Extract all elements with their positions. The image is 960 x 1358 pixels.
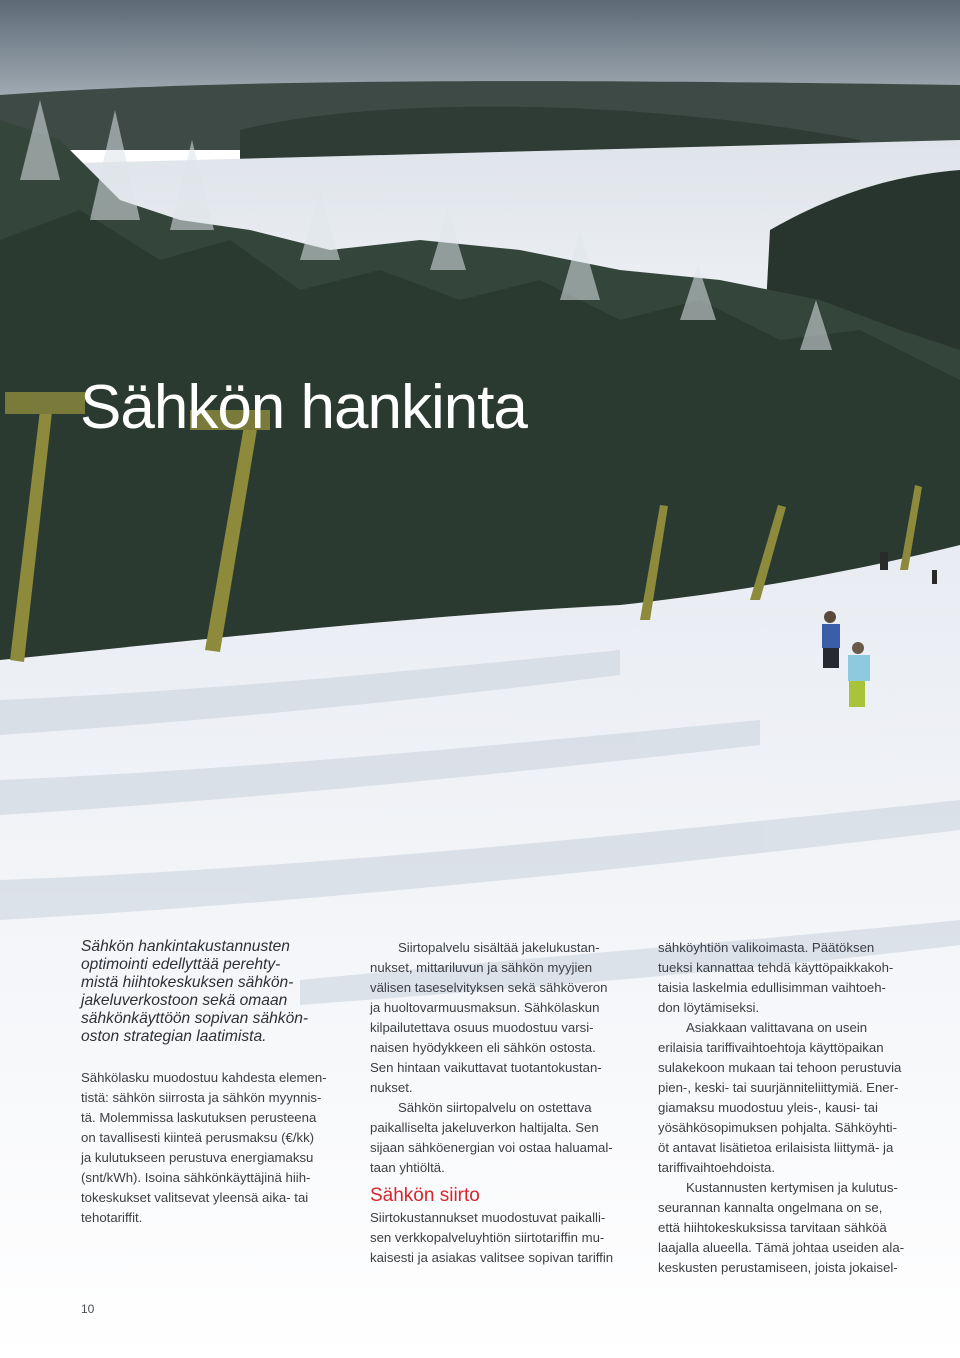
body-paragraph: sähköyhtiön valikoimasta. Päätöksen tueksi kannattaa tehdä käyttöpaikkakoh- taisia laskelmia edullisimman vaihtoeh- don löytämiseksi. [658,940,894,1015]
lead-paragraph: Sähkön hankintakustannusten optimointi edellyttää perehty- mistä hiihtokeskuksen sähkön- jakeluverkostoon sekä omaan sähkönkäyttöön sopivan sähkön- oston strategian laatimista. [81,938,309,1045]
body-paragraph: Sähkölasku muodostuu kahdesta elemen- tistä: sähkön siirrosta ja sähkön myynnis- tä. Molemmissa laskutuksen perusteena on tavallisesti kiinteä perusmaksu (€/kk) ja kulutukseen perustuva energiamaksu (snt/kWh). Isoina sähkönkäyttäjinä hiih- tokeskukset valitsevat yleensä aika- tai tehotariffit. [81,1070,327,1225]
body-paragraph: Sähkön siirtopalvelu on ostettava paikalliselta jakeluverkon haltijalta. Sen sijaan sähköenergian voi ostaa haluamal- taan yhtiöltä. [370,1100,613,1175]
page-title: Sähkön hankinta [80,373,527,442]
body-paragraph: Asiakkaan valittavana on usein erilaisia tariffivaihtoehtoja käyttöpaikan sulakekoon mukaan tai tehoon perustuvia pien-, keski- tai suurjänniteliittymiä. Ener- giamaksu muodostuu yleis-, kausi- tai yösähkösopimuksen pohjalta. Sähköyhti- öt antavat lisätietoa erilaisista liittymä- ja tariffivaihtoehdoista. [658,1020,902,1175]
page-number: 10 [81,1302,95,1316]
section-subheading: Sähkön siirto [370,1185,480,1206]
body-paragraph: Siirtopalvelu sisältää jakelukustan- nukset, mittariluvun ja sähkön myyjien välisen taseselvityksen sekä sähköveron ja huoltovarmuusmaksun. Sähkölaskun kilpailutettava osuus muodostuu varsi- naisen hyödykkeen eli sähkön ostosta. Sen hintaan vaikuttavat tuotantokustan- nukset. [370,940,608,1095]
body-paragraph: Siirtokustannukset muodostuvat paikalli- sen verkkopalveluyhtiön siirtotariffin mu- kaisesti ja asiakas valitsee sopivan tariffin [370,1210,614,1265]
text-column-2 [370,938,635,1268]
text-column-1 [81,938,346,1228]
body-paragraph: Kustannusten kertymisen ja kulutus- seurannan kannalta ongelmana on se, että hiihtokeskuksissa tarvitaan sähköä laajalla alueella. Tämä johtaa useiden ala- keskusten perustamiseen, joista jokaisel- [658,1180,905,1275]
text-column-3 [658,938,928,1278]
